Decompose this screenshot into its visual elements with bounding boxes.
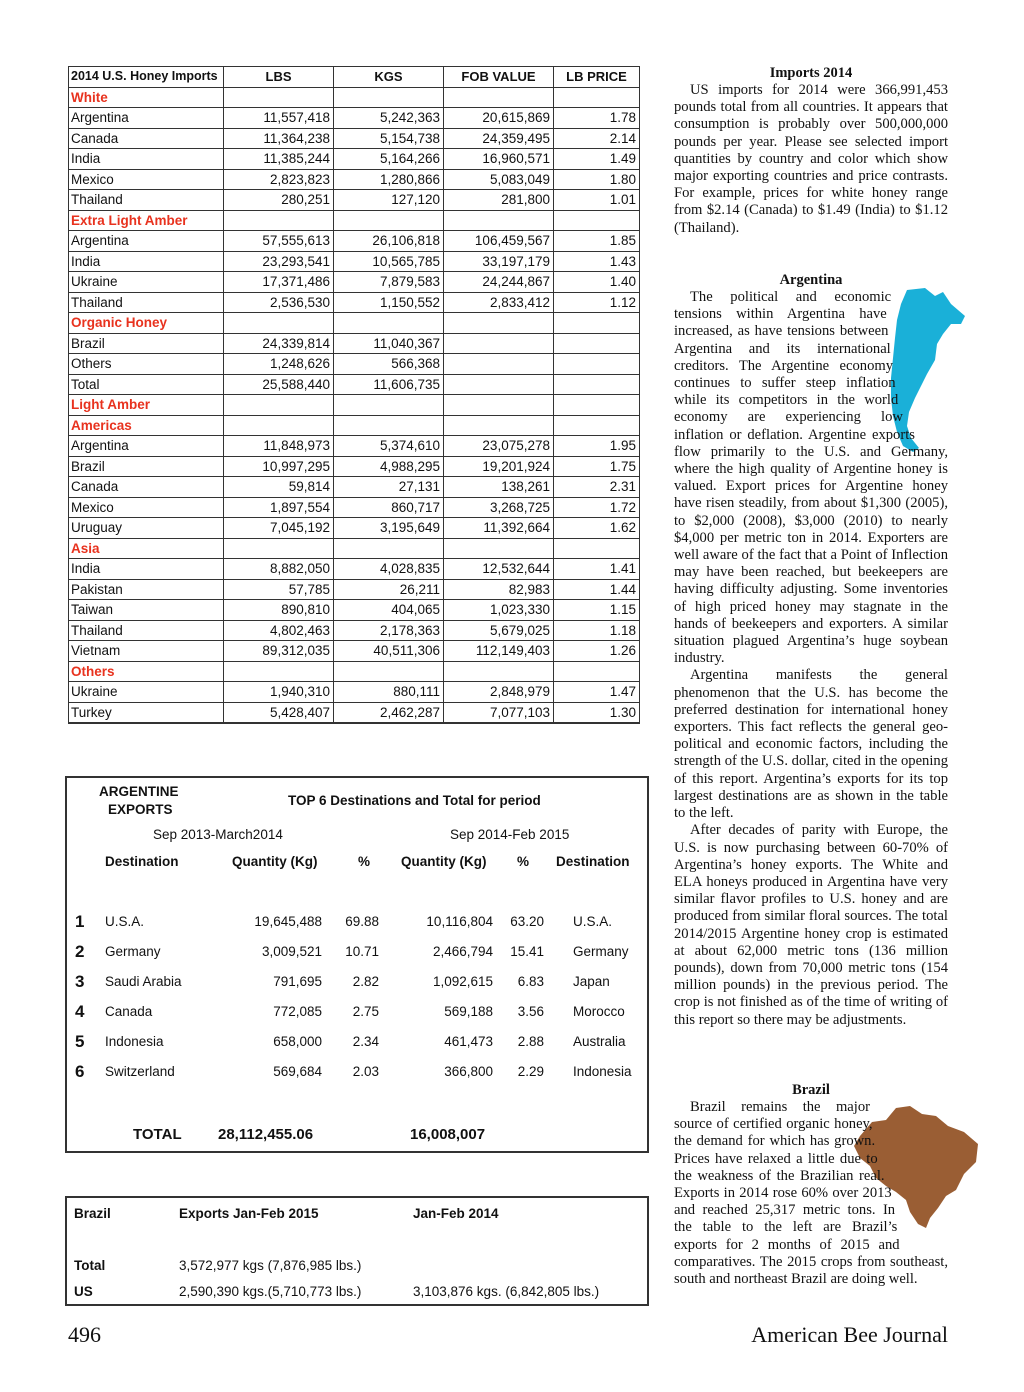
country-cell: Turkey [69,702,224,723]
kgs-cell: 880,111 [334,682,444,703]
kgs-cell: 2,178,363 [334,620,444,641]
fob-cell [444,313,554,334]
fob-cell: 281,800 [444,190,554,211]
kgs-cell: 566,368 [334,354,444,375]
price-cell [554,354,640,375]
category-label: Others [69,661,224,682]
kgs-cell: 26,106,818 [334,231,444,252]
country-cell: Canada [69,477,224,498]
price-cell [554,374,640,395]
lbs-cell [224,415,334,436]
argentine-qty2-cell: 569,188 [444,1004,493,1019]
argentine-qty2-cell: 1,092,615 [432,974,493,989]
price-cell: 1.40 [554,272,640,293]
kgs-cell [334,395,444,416]
table-row [69,600,640,621]
argentine-rank-cell: 2 [75,942,85,961]
kgs-cell: 7,879,583 [334,272,444,293]
kgs-cell [334,538,444,559]
table-row [69,128,640,149]
argentine-dest2-cell: U.S.A. [573,914,613,929]
table-row [69,702,640,723]
table-row [69,108,640,129]
brazil-header-2014: Jan-Feb 2014 [413,1206,499,1221]
price-cell: 1.72 [554,497,640,518]
fob-cell: 5,679,025 [444,620,554,641]
brazil-header-2015: Exports Jan-Feb 2015 [179,1206,319,1221]
argentine-pct1-cell: 69.88 [345,914,379,929]
argentine-pct2-cell: 3.56 [517,1004,544,1019]
lbs-cell [224,210,334,231]
brazil-total-2015: 3,572,977 kgs (7,876,985 lbs.) [179,1258,362,1273]
price-cell: 1.80 [554,169,640,190]
country-cell: Vietnam [69,641,224,662]
country-cell: Others [69,354,224,375]
kgs-cell: 404,065 [334,600,444,621]
argentine-qty1-cell: 3,009,521 [261,944,322,959]
imports-section [674,65,948,237]
lbs-cell: 1,248,626 [224,354,334,375]
price-cell [554,415,640,436]
lbs-cell: 23,293,541 [224,251,334,272]
imports-table [68,66,640,724]
total-2013: 28,112,455.06 [218,1126,314,1143]
fob-cell: 16,960,571 [444,149,554,170]
table-row [69,518,640,539]
fob-cell: 33,197,179 [444,251,554,272]
argentine-dest2-cell: Indonesia [573,1064,632,1079]
price-cell: 2.31 [554,477,640,498]
lbs-cell [224,661,334,682]
kgs-cell: 3,195,649 [334,518,444,539]
price-cell: 1.01 [554,190,640,211]
total-label: TOTAL [133,1126,182,1143]
kgs-cell: 4,988,295 [334,456,444,477]
lbs-cell: 890,810 [224,600,334,621]
lbs-cell: 11,557,418 [224,108,334,129]
category-label: Extra Light Amber [69,210,224,231]
country-cell: Pakistan [69,579,224,600]
category-label: Organic Honey [69,313,224,334]
fob-cell [444,87,554,108]
brazil-section [674,1082,948,1288]
argentine-qty1-cell: 569,684 [273,1064,322,1079]
lbs-cell: 24,339,814 [224,333,334,354]
kgs-cell: 10,565,785 [334,251,444,272]
argentine-pct1-cell: 2.34 [352,1034,379,1049]
fob-cell [444,395,554,416]
col-pct-1: % [358,854,371,869]
argentine-rank-cell: 6 [75,1062,85,1081]
lbs-cell [224,87,334,108]
price-cell: 1.30 [554,702,640,723]
argentine-dest2-cell: Japan [573,974,610,989]
country-cell: Mexico [69,169,224,190]
argentine-dest1-cell: Germany [105,944,161,959]
price-cell: 1.12 [554,292,640,313]
kgs-cell: 4,028,835 [334,559,444,580]
kgs-cell: 40,511,306 [334,641,444,662]
argentine-dest1-cell: Indonesia [105,1034,164,1049]
argentine-dest1-cell: Canada [105,1004,153,1019]
lbs-cell: 17,371,486 [224,272,334,293]
imports-body [69,87,640,723]
table-row [69,272,640,293]
brazil-exports-table [65,1196,649,1306]
price-cell [554,333,640,354]
argentine-pct2-cell: 15.41 [510,944,544,959]
table-row [69,477,640,498]
category-row [69,395,640,416]
category-row [69,661,640,682]
lbs-cell: 2,536,530 [224,292,334,313]
category-label: Americas [69,415,224,436]
lbs-cell [224,313,334,334]
fob-cell [444,374,554,395]
kgs-cell: 860,717 [334,497,444,518]
imports-header-title: 2014 U.S. Honey Imports [69,67,224,88]
price-cell [554,661,640,682]
lbs-cell: 280,251 [224,190,334,211]
argentine-rank-cell: 1 [75,912,85,931]
price-cell: 1.49 [554,149,640,170]
kgs-cell: 127,120 [334,190,444,211]
price-cell: 1.43 [554,251,640,272]
country-cell: Thailand [69,190,224,211]
fob-cell: 138,261 [444,477,554,498]
category-row [69,538,640,559]
table-row [69,559,640,580]
kgs-cell: 1,150,552 [334,292,444,313]
argentine-dest1-cell: Saudi Arabia [105,974,182,989]
argentine-pct2-cell: 2.29 [517,1064,544,1079]
fob-cell: 2,833,412 [444,292,554,313]
argentine-pct2-cell: 6.83 [517,974,544,989]
imports-header-fob: FOB VALUE [444,67,554,88]
kgs-cell [334,415,444,436]
argentine-subtitle: TOP 6 Destinations and Total for period [288,793,541,808]
price-cell: 1.26 [554,641,640,662]
argentina-section [674,272,948,1029]
fob-cell: 20,615,869 [444,108,554,129]
table-row [69,620,640,641]
fob-cell: 24,359,495 [444,128,554,149]
kgs-cell: 26,211 [334,579,444,600]
argentine-pct2-cell: 2.88 [517,1034,544,1049]
argentina-heading: Argentina [779,272,843,288]
argentine-dest1-cell: U.S.A. [105,914,145,929]
argentina-paragraph-2: Argentina manifests the general phenomenon that the U.S. has become the preferred destination for international honey exporters. This fact reflects the general geo-political and economic factors, including the strength of the U.S. dollar, cited in the opening of this report. Argentina’s exports for its top largest destinations are as shown in the table to the left. [674,667,948,822]
country-cell: Argentina [69,436,224,457]
price-cell: 2.14 [554,128,640,149]
country-cell: Ukraine [69,272,224,293]
fob-cell [444,661,554,682]
fob-cell [444,538,554,559]
argentine-rank-cell: 3 [75,972,85,991]
fob-cell: 112,149,403 [444,641,554,662]
category-label: Light Amber [69,395,224,416]
lbs-cell: 57,555,613 [224,231,334,252]
argentine-dest2-cell: Germany [573,944,629,959]
table-row [69,374,640,395]
period-2013: Sep 2013-March2014 [153,827,283,842]
kgs-cell: 11,040,367 [334,333,444,354]
period-2014: Sep 2014-Feb 2015 [450,827,570,842]
lbs-cell: 7,045,192 [224,518,334,539]
kgs-cell: 5,242,363 [334,108,444,129]
col-destination-1: Destination [105,854,179,869]
table-row [69,456,640,477]
argentine-qty2-cell: 2,466,794 [432,944,493,959]
kgs-cell: 27,131 [334,477,444,498]
lbs-cell [224,538,334,559]
price-cell: 1.75 [554,456,640,477]
price-cell: 1.47 [554,682,640,703]
table-row [69,641,640,662]
price-cell [554,538,640,559]
kgs-cell: 5,164,266 [334,149,444,170]
lbs-cell: 11,848,973 [224,436,334,457]
lbs-cell: 1,940,310 [224,682,334,703]
fob-cell: 7,077,103 [444,702,554,723]
price-cell [554,395,640,416]
country-cell: Brazil [69,456,224,477]
imports-header-lbs: LBS [224,67,334,88]
page-number: 496 [68,1322,101,1347]
imports-text: US imports for 2014 were 366,991,453 pounds total from all countries. It appears that consumption is probably over 500,000,000 pounds per year. Please see selected import quantities by country and color which show major exporting countries and price contrasts. For example, prices for white honey range from $2.14 (Canada) to $1.49 (India) to $1.12 (Thailand). [674,82,948,236]
lbs-cell: 59,814 [224,477,334,498]
fob-cell [444,333,554,354]
category-label: Asia [69,538,224,559]
lbs-cell: 8,882,050 [224,559,334,580]
kgs-cell: 1,280,866 [334,169,444,190]
table-row [69,497,640,518]
country-cell: Mexico [69,497,224,518]
price-cell: 1.15 [554,600,640,621]
fob-cell: 1,023,330 [444,600,554,621]
category-row [69,313,640,334]
argentine-exports-table [65,776,649,1153]
imports-heading: Imports 2014 [769,65,853,81]
table-row [69,169,640,190]
argentine-qty1-cell: 658,000 [273,1034,322,1049]
fob-cell: 106,459,567 [444,231,554,252]
argentine-dest2-cell: Morocco [573,1004,625,1019]
lbs-cell: 5,428,407 [224,702,334,723]
country-cell: Argentina [69,108,224,129]
lbs-cell: 11,364,238 [224,128,334,149]
imports-header-row [69,67,640,88]
argentine-dest2-cell: Australia [573,1034,626,1049]
lbs-cell: 1,897,554 [224,497,334,518]
country-cell: India [69,149,224,170]
lbs-cell: 4,802,463 [224,620,334,641]
argentine-pct1-cell: 2.82 [352,974,379,989]
table-row [69,149,640,170]
country-cell: Thailand [69,620,224,641]
fob-cell: 23,075,278 [444,436,554,457]
fob-cell: 11,392,664 [444,518,554,539]
fob-cell [444,415,554,436]
table-row [69,231,640,252]
argentine-title-line2: EXPORTS [108,802,173,817]
brazil-us-2014: 3,103,876 kgs. (6,842,805 lbs.) [413,1284,600,1299]
price-cell: 1.85 [554,231,640,252]
argentine-pct2-cell: 63.20 [510,914,544,929]
lbs-cell: 2,823,823 [224,169,334,190]
table-row [69,354,640,375]
fob-cell: 24,244,867 [444,272,554,293]
price-cell: 1.18 [554,620,640,641]
price-cell [554,313,640,334]
price-cell: 1.41 [554,559,640,580]
journal-name: American Bee Journal [751,1322,948,1347]
table-row [69,682,640,703]
kgs-cell: 5,154,738 [334,128,444,149]
argentine-pct1-cell: 10.71 [345,944,379,959]
argentine-dest1-cell: Switzerland [105,1064,175,1079]
kgs-cell: 2,462,287 [334,702,444,723]
col-pct-2: % [517,854,530,869]
price-cell: 1.95 [554,436,640,457]
kgs-cell [334,661,444,682]
argentine-rank-cell: 4 [75,1002,85,1021]
kgs-cell [334,313,444,334]
brazil-heading: Brazil [792,1082,830,1098]
lbs-cell: 11,385,244 [224,149,334,170]
brazil-text: Brazil remains the major source of certified organic honey, the demand for which has grown. Prices have relaxed a little due to the weakness of the Brazilian real. Exports in 2014 rose 60% over 2013 and reached 25,317 metric tons. In the table to the left are Brazil’s exports for 2 months of 2015 and comparatives. The 2015 crops from southeast, south and northeast Brazil are doing well. [674,1099,948,1288]
argentine-qty1-cell: 772,085 [273,1004,322,1019]
fob-cell [444,354,554,375]
fob-cell: 5,083,049 [444,169,554,190]
fob-cell: 3,268,725 [444,497,554,518]
table-row [69,292,640,313]
price-cell [554,210,640,231]
table-row [69,251,640,272]
argentina-paragraph-3: After decades of parity with Europe, the U.S. is now purchasing between 60-70% of Argentina’s honey exports. The White and ELA honeys produced in Argentina have very similar flavor profiles to U.S. honey and are produced from similar floral sources. The total 2014/2015 Argentine honey crop is estimated at about 62,000 metric tons (136 million pounds), down from 70,000 metric tons (154 million pounds) in the previous period. The crop is not finished as of the time of writing of this report so there may be adjustments. [674,822,948,1028]
country-cell: Argentina [69,231,224,252]
country-cell: India [69,251,224,272]
table-row [69,333,640,354]
table-row [69,579,640,600]
fob-cell: 12,532,644 [444,559,554,580]
country-cell: Ukraine [69,682,224,703]
brazil-us-label: US [74,1284,93,1299]
fob-cell: 2,848,979 [444,682,554,703]
price-cell: 1.62 [554,518,640,539]
country-cell: India [69,559,224,580]
fob-cell: 19,201,924 [444,456,554,477]
col-quantity-2: Quantity (Kg) [401,854,487,869]
argentine-qty1-cell: 791,695 [273,974,322,989]
price-cell: 1.78 [554,108,640,129]
imports-header-price: LB PRICE [554,67,640,88]
lbs-cell [224,395,334,416]
argentina-paragraph-1: The political and economic tensions within Argentina have increased, as have tensions between Argentina and its international creditors. The Argentine economy continues to suffer steep inflation while its competitors in the world economy are experiencing low inflation or deflation. Argentine exports flow primarily to the U.S. and Germany, where the high quality of Argentine honey is valued. Export prices for Argentine honey have risen steadily, from about $1,300 (2005), to $2,000 (2008), $3,000 (2010) to nearly $4,000 per metric ton in 2014. Exporters are well aware of the fact that a Point of Inflection may have been reached, but beekeepers are having difficulty adjusting. Some inventories of high priced honey may stagnate in the hands of beekeepers and exporters. A similar situation plagued Argentina’s huge soybean industry. [674,289,948,667]
brazil-total-label: Total [74,1258,106,1273]
country-cell: Total [69,374,224,395]
argentine-pct1-cell: 2.75 [352,1004,379,1019]
table-row [69,436,640,457]
total-2014: 16,008,007 [410,1126,486,1143]
argentine-pct1-cell: 2.03 [352,1064,379,1079]
fob-cell [444,210,554,231]
category-row [69,210,640,231]
category-label: White [69,87,224,108]
price-cell [554,87,640,108]
kgs-cell: 5,374,610 [334,436,444,457]
lbs-cell: 10,997,295 [224,456,334,477]
argentine-qty2-cell: 461,473 [444,1034,493,1049]
argentine-qty2-cell: 10,116,804 [426,914,493,929]
argentine-qty1-cell: 19,645,488 [254,914,322,929]
brazil-label: Brazil [74,1206,111,1221]
col-quantity-1: Quantity (Kg) [232,854,318,869]
argentine-title-line1: ARGENTINE [99,784,179,799]
category-row [69,415,640,436]
imports-header-kgs: KGS [334,67,444,88]
fob-cell: 82,983 [444,579,554,600]
table-row [69,190,640,211]
col-destination-2: Destination [556,854,630,869]
argentine-qty2-cell: 366,800 [444,1064,493,1079]
category-row [69,87,640,108]
country-cell: Taiwan [69,600,224,621]
argentine-rank-cell: 5 [75,1032,85,1051]
lbs-cell: 89,312,035 [224,641,334,662]
price-cell: 1.44 [554,579,640,600]
kgs-cell: 11,606,735 [334,374,444,395]
country-cell: Brazil [69,333,224,354]
lbs-cell: 57,785 [224,579,334,600]
kgs-cell [334,87,444,108]
brazil-us-2015: 2,590,390 kgs.(5,710,773 lbs.) [179,1284,362,1299]
country-cell: Uruguay [69,518,224,539]
lbs-cell: 25,588,440 [224,374,334,395]
kgs-cell [334,210,444,231]
country-cell: Thailand [69,292,224,313]
country-cell: Canada [69,128,224,149]
